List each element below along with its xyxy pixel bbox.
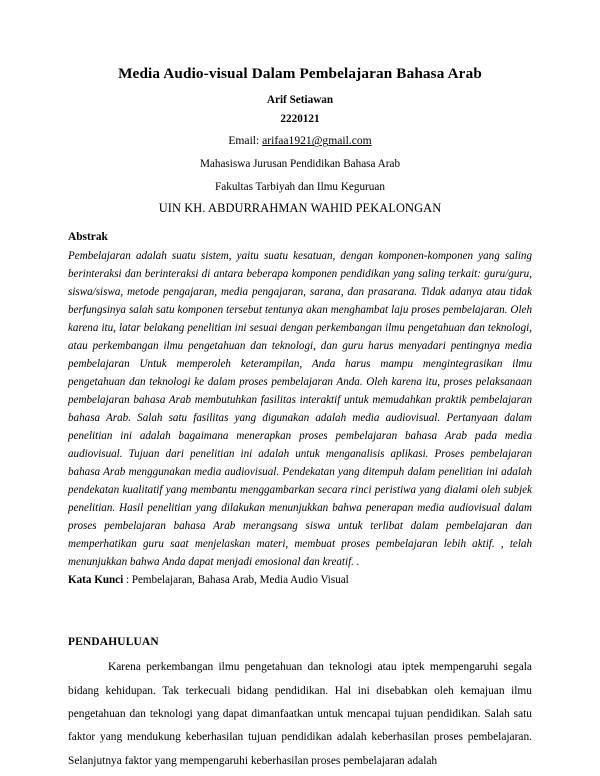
keywords-label: Kata Kunci bbox=[68, 573, 124, 586]
author-name: Arif Setiawan bbox=[266, 94, 334, 106]
author-email-line bbox=[68, 133, 532, 150]
abstract-heading: Abstrak bbox=[68, 231, 108, 244]
author-program: Mahasiswa Jurusan Pendidikan Bahasa Arab bbox=[199, 158, 401, 171]
keywords-value: Pembelajaran, Bahasa Arab, Media Audio Visual bbox=[131, 573, 349, 586]
keywords-line bbox=[68, 572, 532, 589]
introduction-paragraph: Karena perkembangan ilmu pengetahuan dan teknologi atau iptek mempengaruhi segala bidang kehidupan. Tak terkecuali bidang pendidikan. Hal ini disebabkan oleh kemajuan ilmu pengetahuan dan teknologi yang dapat dimanfaatkan untuk mencapai tujuan pendidikan. Salah satu faktor yang mendukung keberhasilan tujuan pendidikan adalah keberhasilan proses pembelajaran. Selanjutnya faktor yang mempengaruhi keberhasilan proses pembelajaran adalah bbox=[68, 661, 532, 767]
author-institution: UIN KH. ABDURRAHMAN WAHID PEKALONGAN bbox=[158, 200, 442, 215]
email-address[interactable]: arifaa1921@gmail.com bbox=[262, 134, 372, 148]
keywords-separator: : bbox=[123, 573, 132, 586]
page-title: Media Audio-visual Dalam Pembelajaran Bahasa Arab bbox=[118, 65, 482, 82]
author-faculty: Fakultas Tarbiyah dan Ilmu Keguruan bbox=[215, 180, 385, 193]
email-label: Email: bbox=[228, 134, 260, 148]
introduction-heading: PENDAHULUAN bbox=[68, 636, 159, 649]
abstract-text: Pembelajaran adalah suatu sistem, yaitu suatu kesatuan, dengan komponen-komponen yang saling berinteraksi dan berinteraksi di antara beberapa komponen pendidikan yang saling terkait: guru/guru, siswa/siswa, metode pengajaran, media pengajaran, sarana, dan prasarana. Tidak adanya atau tidak berfungsinya salah satu komponen tersebut tentunya akan menghambat laju proses pembelajaran. Oleh karena itu, latar belakang penelitian ini sesuai dengan perkembangan ilmu pengetahuan dan teknologi, atau perkembangan ilmu pengetahuan dan teknologi, dan guru harus menyadari pentingnya media pembelajaran Untuk memperoleh keterampilan, Anda harus mampu mengintegrasikan ilmu pengetahuan dan teknologi ke dalam proses pembelajaran Anda. Oleh karena itu, proses pelaksanaan pembelajaran bahasa Arab membutuhkan fasilitas interaktif untuk memudahkan praktik pembelajaran bahasa Arab. Salah satu fasilitas yang digunakan adalah media audiovisual. Pertanyaan dalam penelitian ini adalah bagaimana menerapkan proses pembelajaran bahasa Arab pada media audiovisual. Tujuan dari penelitian ini adalah untuk menganalisis aplikasi. Proses pembelajaran bahasa Arab menggunakan media audiovisual. Pendekatan yang ditempuh dalam penelitian ini adalah pendekatan kualitatif yang membantu menggambarkan secara rinci peristiwa yang dialami oleh subjek penelitian. Hasil penelitian yang dilakukan menunjukkan bahwa penerapan media audiovisual dalam proses pembelajaran bahasa Arab merangsang siswa untuk terlibat dalam pembelajaran dan memperhatikan guru saat menjelaskan materi, membuat proses pembelajaran lebih aktif. , telah menunjukkan bahwa Anda dapat menjadi emosional dan kreatif. . bbox=[68, 250, 532, 568]
author-student-id: 2220121 bbox=[280, 113, 320, 126]
